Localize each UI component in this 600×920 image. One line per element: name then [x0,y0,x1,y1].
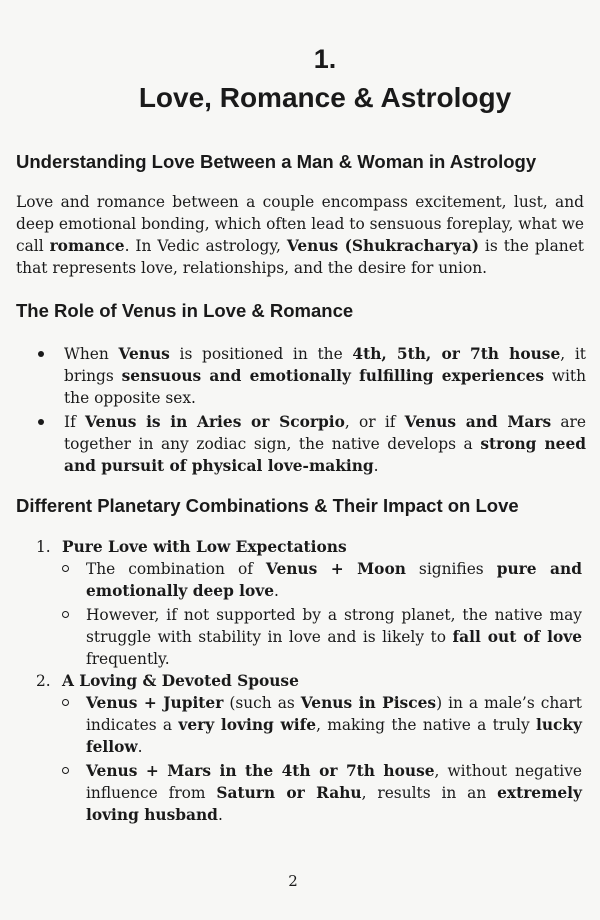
section-heading-planetary-combinations: Different Planetary Combinations & Their Impact on Love [16,495,519,516]
circle-bullet-icon [62,565,69,572]
circle-bullet-icon [62,699,69,706]
sub-list-item: Venus + Mars in the 4th or 7th house, without negative influence from Saturn or Rahu, results in an extremely loving husband. [36,760,582,826]
list-item: When Venus is positioned in the 4th, 5th, or 7th house, it brings sensuous and emotionally fulfilling experiences with the opposite sex. [36,343,586,409]
bullet-icon [38,351,44,357]
chapter-number: 1. [313,44,337,74]
section-heading-role-of-venus: The Role of Venus in Love & Romance [16,300,354,321]
page-number: 2 [288,872,298,890]
intro-paragraph: Love and romance between a couple encompass excitement, lust, and deep emotional bonding, which often lead to sensuous foreplay, what we call romance. In Vedic astrology, Venus (Shukracharya) is the planet that represents love, relationships, and the desire for union. [16,193,584,277]
chapter-title: Love, Romance & Astrology [138,82,512,113]
circle-bullet-icon [62,611,69,618]
sub-list-item: Venus + Jupiter (such as Venus in Pisces) in a male’s chart indicates a very loving wife, making the native a truly lucky fellow. [36,692,582,758]
sub-list-item: The combination of Venus + Moon signifies pure and emotionally deep love. [36,558,582,602]
circle-bullet-icon [62,767,69,774]
bullet-icon [38,419,44,425]
list-item-heading: A Loving & Devoted Spouse [62,672,299,690]
sub-list-item: However, if not supported by a strong planet, the native may struggle with stability in love and is likely to fall out of love frequently. [36,604,582,670]
section-heading-understanding-love: Understanding Love Between a Man & Woman in Astrology [16,151,537,172]
list-item: If Venus is in Aries or Scorpio, or if Venus and Mars are together in any zodiac sign, the native develops a strong need and pursuit of physical love-making. [36,411,586,477]
list-item-heading: Pure Love with Low Expectations [62,538,347,556]
list-item: 2. A Loving & Devoted Spouse [36,670,586,692]
combinations-numbered-list [36,536,586,826]
list-item: 1. Pure Love with Low Expectations [36,536,586,558]
venus-bullet-list [36,343,586,479]
